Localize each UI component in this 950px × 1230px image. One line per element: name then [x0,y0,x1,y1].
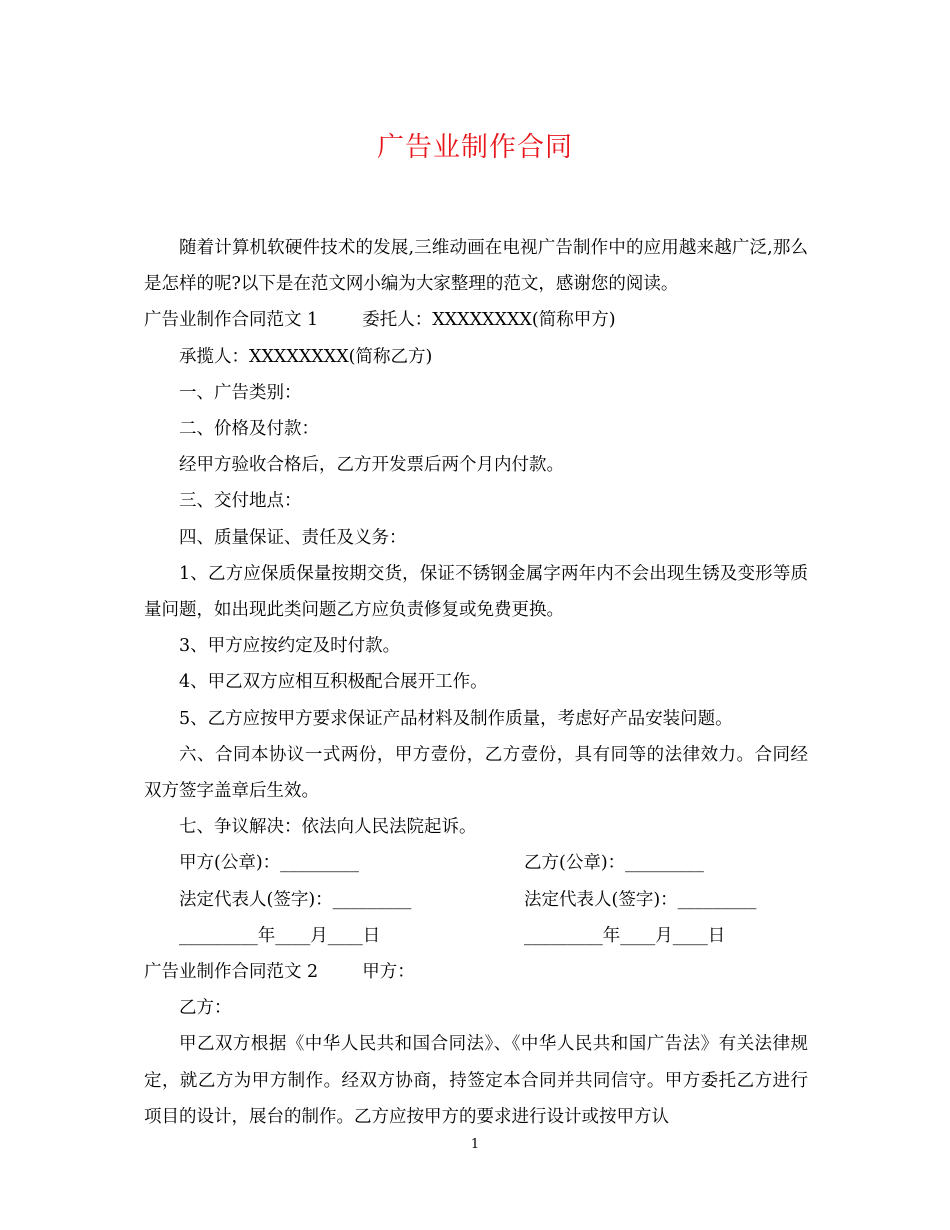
document-body [144,230,808,1135]
sample2-body: 甲乙双方根据《中华人民共和国合同法》、《中华人民共和国广告法》有关法律规定，就乙方为甲方制作。经双方协商，持签定本合同并共同信守。甲方委托乙方进行项目的设计，展台的制作。乙方应按甲方的要求进行设计或按甲方认 [144,1034,808,1127]
party-b-line: 乙方： [179,998,232,1019]
sample2-heading-line [144,954,808,990]
clause-4: 4、甲乙双方应相互积极配合展开工作。 [179,672,488,693]
page-number: 1 [470,1137,480,1152]
party-b-seal: 乙方(公章)：_________ [524,853,704,874]
client-line: 委托人：XXXXXXXX(简称甲方) [362,310,616,331]
item-3: 三、交付地点： [179,491,302,512]
item-6: 六、合同本协议一式两份，甲方壹份，乙方壹份，具有同等的法律效力。合同经双方签字盖章后生效。 [144,744,808,802]
item-7: 七、争议解决：依法向人民法院起诉。 [179,817,477,838]
sample1-heading-line [144,302,808,338]
signature-row-representative [144,882,808,918]
sample1-heading: 广告业制作合同范文 1 [144,310,319,331]
payment-line: 经甲方验收合格后，乙方开发票后两个月内付款。 [179,455,564,476]
signature-row-seal [144,845,808,881]
clause-5: 5、乙方应按甲方要求保证产品材料及制作质量，考虑好产品安装问题。 [179,708,733,729]
item-1: 一、广告类别： [179,382,302,403]
party-a-line: 甲方： [362,962,415,983]
party-b-representative: 法定代表人(签字)：_________ [524,889,757,910]
party-a-seal: 甲方(公章)：_________ [179,853,359,874]
signature-row-date [144,918,808,954]
party-b-date: _________年____月____日 [524,925,726,946]
item-4: 四、质量保证、责任及义务： [179,527,407,548]
intro-paragraph: 随着计算机软硬件技术的发展,三维动画在电视广告制作中的应用越来越广泛,那么是怎样的呢?以下是在范文网小编为大家整理的范文，感谢您的阅读。 [144,238,808,295]
clause-3: 3、甲方应按约定及时付款。 [179,636,401,657]
clause-1: 1、乙方应保质保量按期交货，保证不锈钢金属字两年内不会出现生锈及变形等质量问题，如出现此类问题乙方应负责修复或免费更换。 [144,563,808,621]
sample2-heading: 广告业制作合同范文 2 [144,962,319,983]
party-a-representative: 法定代表人(签字)：_________ [179,889,412,910]
party-a-date: _________年____月____日 [179,925,381,946]
document-title: 广告业制作合同 [377,132,573,163]
item-2: 二、价格及付款： [179,419,319,440]
contractor-line: 承揽人：XXXXXXXX(简称乙方) [179,346,433,367]
